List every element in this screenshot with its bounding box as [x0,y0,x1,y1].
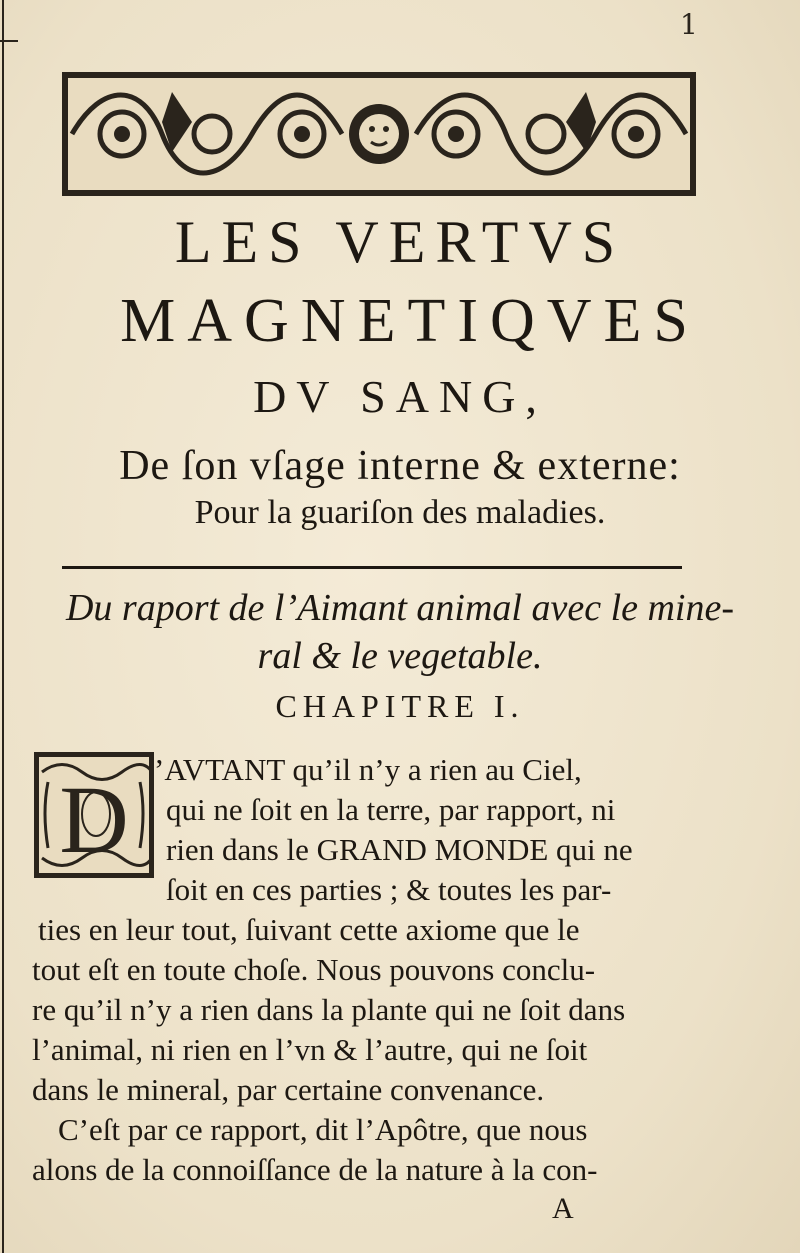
page-corner-mark [0,0,18,42]
catchword: A [552,1192,574,1225]
title-line-4: De ſon vſage interne & externe: [119,443,681,489]
body-line: ties en leur tout, ſuivant cette axiome que le [38,912,580,947]
body-line: qui ne ſoit en la terre, par rapport, ni [166,792,616,827]
body-line: rien dans le GRAND MONDE qui ne [166,832,633,867]
horizontal-rule [62,566,682,569]
body-line: l’animal, ni rien en l’vn & l’autre, qui ne ſoit [32,1032,588,1067]
chapter-heading: CHAPITRE I. [275,688,525,724]
dropcap-letter: D [59,766,129,873]
title-line-1: LES VERTVS [174,209,626,275]
body-line: tout eſt en toute choſe. Nous pouvons conclu- [32,952,596,987]
body-line: alons de la connoiſſance de la nature à la con- [32,1152,598,1187]
dropcap-ornament [34,752,154,878]
signature-mark: 1 [680,8,698,41]
title-line-2: MAGNETIQVES [120,287,700,355]
body-line: ſoit en ces parties ; & toutes les par- [166,872,612,907]
body-line: ’AVTANT qu’il n’y a rien au Ciel, [154,752,582,787]
title-line-3: DV SANG, [253,371,547,422]
title-line-5: Pour la guariſon des maladies. [194,494,606,531]
body-line: re qu’il n’y a rien dans la plante qui ne ſoit dans [32,992,626,1027]
body-line: C’eſt par ce rapport, dit l’Apôtre, que nous [58,1112,588,1147]
body-line: dans le mineral, par certaine convenance. [32,1072,545,1107]
subtitle-line-1: Du raport de l’Aimant animal avec le mine- [65,587,735,629]
subtitle-line-2: ral & le vegetable. [257,635,543,677]
headpiece-ornament [62,72,696,196]
